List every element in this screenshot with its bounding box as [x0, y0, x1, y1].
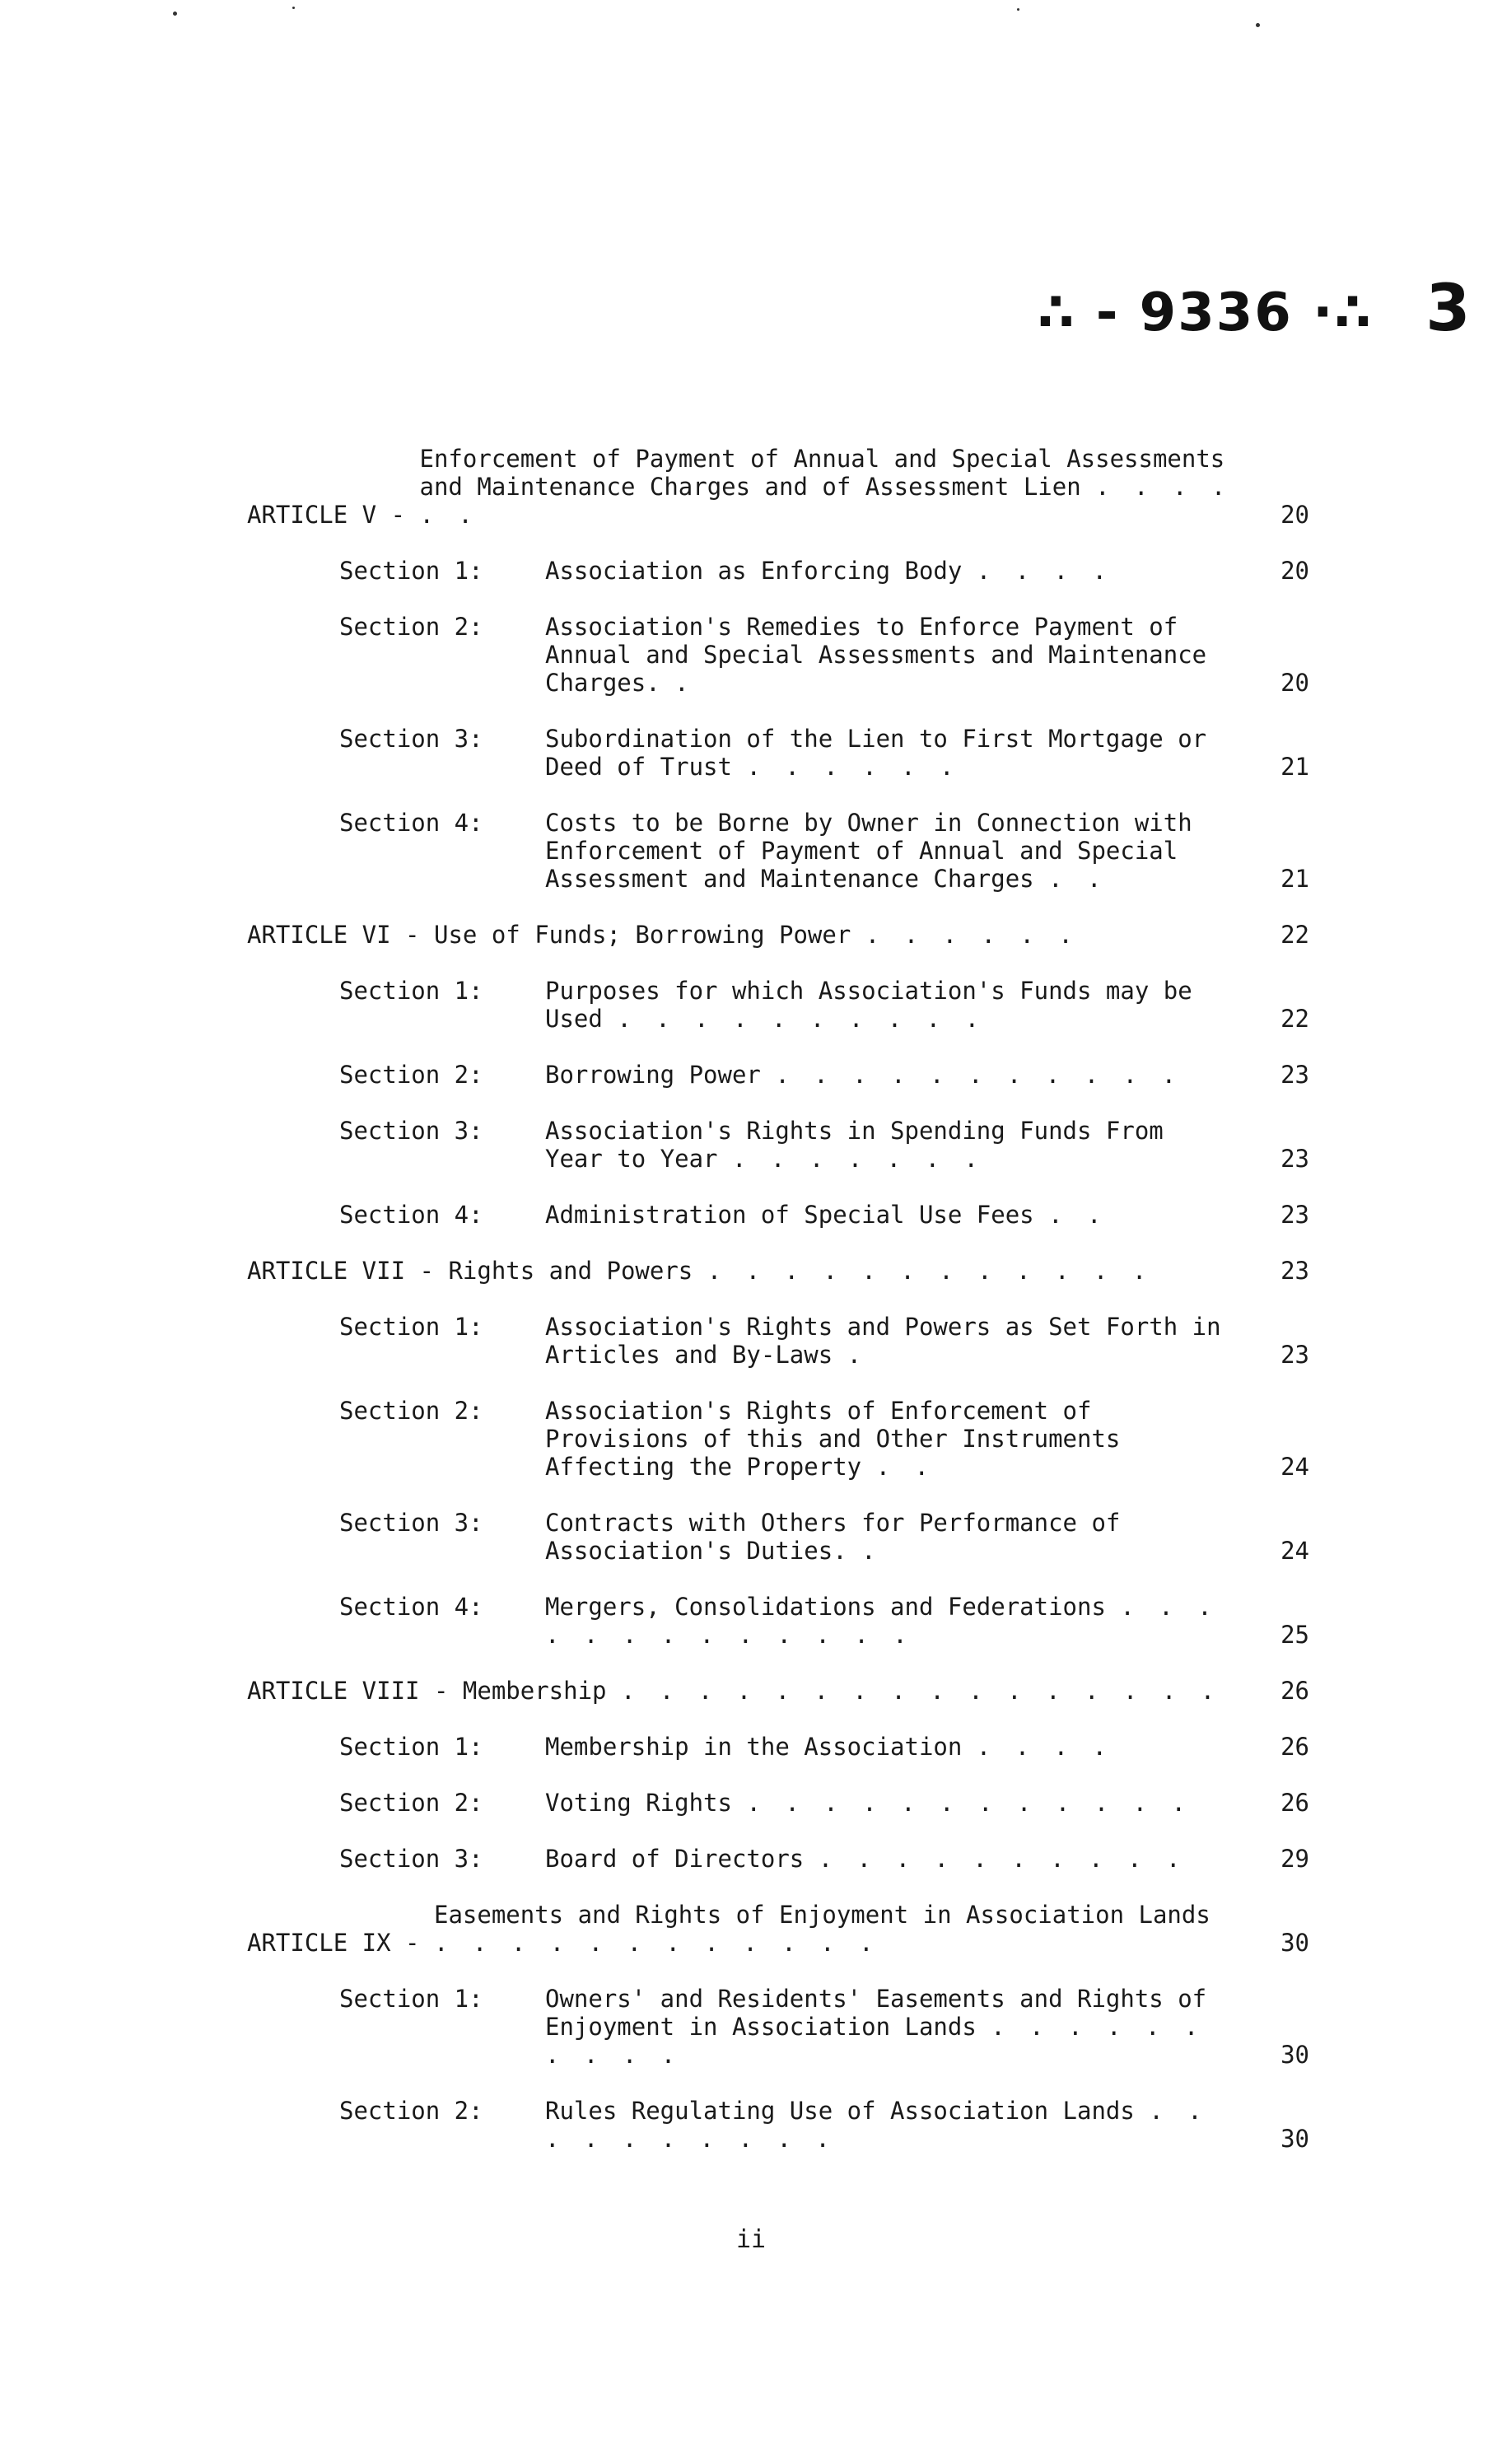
entry-page-number: 30: [1280, 2041, 1309, 2069]
dot-leader: . . . . . .: [746, 753, 959, 781]
section-title: [545, 1509, 1252, 1565]
section-title: [545, 1061, 1252, 1089]
entry-page-number: 22: [1280, 921, 1309, 949]
entry-page-number: 25: [1280, 1621, 1309, 1649]
section-title: [545, 977, 1252, 1033]
toc-section-entry: [339, 725, 1309, 781]
section-title: [545, 1397, 1252, 1481]
dot-leader: . . . . . . .: [731, 1145, 983, 1173]
entry-title-text: Rights and Powers: [448, 1257, 693, 1285]
section-label: Section 4:: [339, 1201, 483, 1229]
dot-leader: . . . . . . . . . . . .: [707, 1257, 1152, 1285]
entry-title-text: Enforcement of Payment of Annual and Special Assessments and Maintenance Charges and of Assessment Lien: [419, 445, 1225, 501]
toc-section-entry: [339, 1733, 1309, 1761]
toc-section-entry: [339, 977, 1309, 1033]
entry-page-number: 23: [1280, 1341, 1309, 1369]
toc-section-entry: [339, 1509, 1309, 1565]
entry-page-number: 26: [1280, 1733, 1309, 1761]
section-title: [545, 613, 1252, 697]
dot-leader: . . . . . . . . . .: [545, 2097, 1207, 2153]
section-label: Section 3:: [339, 1117, 483, 1145]
article-label: ARTICLE IX -: [247, 1929, 434, 1957]
toc-article-entry: [247, 1257, 1309, 1285]
entry-title-text: Association as Enforcing Body: [545, 557, 963, 585]
section-title: [545, 1313, 1252, 1369]
dot-leader: .: [861, 1537, 881, 1565]
section-title: [545, 725, 1252, 781]
entry-page-number: 23: [1280, 1201, 1309, 1229]
section-label: Section 1:: [339, 1733, 483, 1761]
section-label: Section 2:: [339, 1061, 483, 1089]
entry-page-number: 30: [1280, 2125, 1309, 2153]
entry-title-text: Borrowing Power: [545, 1061, 761, 1089]
entry-title-text: Voting Rights: [545, 1789, 732, 1817]
toc-article-entry: [247, 1677, 1309, 1705]
page-footer: [0, 2225, 1502, 2254]
entry-page-number: 23: [1280, 1257, 1309, 1285]
entry-title-text: Mergers, Consolidations and Federations: [545, 1593, 1106, 1621]
entry-title-text: Subordination of the Lien to First Mortgage or Deed of Trust: [545, 725, 1207, 781]
toc-section-entry: [339, 1845, 1309, 1873]
entry-page-number: 24: [1280, 1453, 1309, 1481]
entry-title-text: Costs to be Borne by Owner in Connection with Enforcement of Payment of Annual and Special Assessment and Maintenance Charges: [545, 809, 1192, 893]
section-title: [545, 809, 1252, 893]
entry-title-text: Association's Rights in Spending Funds From Year to Year: [545, 1117, 1164, 1173]
section-title: [545, 2097, 1252, 2153]
dot-leader: . . . .: [976, 1733, 1113, 1761]
article-title: [434, 1901, 1252, 1957]
section-label: Section 3:: [339, 1845, 483, 1873]
section-label: Section 2:: [339, 1397, 483, 1425]
scan-speck: [173, 12, 177, 16]
section-title: [545, 1733, 1252, 1761]
section-label: Section 1:: [339, 1985, 483, 2013]
dot-leader: . . . . . . . . . .: [545, 2013, 1204, 2069]
table-of-contents: [247, 445, 1309, 2181]
section-title: [545, 557, 1252, 585]
dot-leader: .: [847, 1341, 867, 1369]
entry-page-number: 20: [1280, 669, 1309, 697]
section-label: Section 4:: [339, 1593, 483, 1621]
entry-title-text: Easements and Rights of Enjoyment in Association Lands: [433, 1901, 1210, 1929]
toc-section-entry: [339, 1789, 1309, 1817]
section-title: [545, 1845, 1252, 1873]
section-label: Section 2:: [339, 2097, 483, 2125]
page-number: ii: [735, 2225, 767, 2254]
entry-page-number: 24: [1280, 1537, 1309, 1565]
section-label: Section 1:: [339, 557, 483, 585]
entry-page-number: 20: [1280, 557, 1309, 585]
toc-section-entry: [339, 1201, 1309, 1229]
toc-section-entry: [339, 557, 1309, 585]
article-title: [434, 921, 1252, 949]
section-label: Section 2:: [339, 613, 483, 641]
dot-leader: . . . . . . . . . . . .: [746, 1789, 1192, 1817]
entry-page-number: 29: [1280, 1845, 1309, 1873]
dot-leader: . . . . . . . . . . .: [775, 1061, 1182, 1089]
entry-page-number: 21: [1280, 753, 1309, 781]
dot-leader: . . . . . .: [865, 921, 1078, 949]
entry-title-text: Association's Rights of Enforcement of Provisions of this and Other Instruments Affecting the Property: [545, 1397, 1121, 1481]
stamp-number: ∴ - 9336 ·∴: [1038, 282, 1373, 343]
entry-page-number: 30: [1280, 1929, 1309, 1957]
dot-leader: . .: [1048, 1201, 1107, 1229]
toc-article-entry: [247, 445, 1309, 529]
dot-leader: . . . . . .: [419, 473, 1231, 529]
section-title: [545, 1201, 1252, 1229]
toc-section-entry: [339, 1397, 1309, 1481]
entry-title-text: Association's Rights and Powers as Set Forth in Articles and By-Laws: [545, 1313, 1221, 1369]
dot-leader: .: [674, 669, 694, 697]
scan-speck: [1017, 8, 1019, 11]
entry-title-text: Contracts with Others for Performance of Association's Duties.: [545, 1509, 1121, 1565]
document-stamp-number: [1038, 272, 1472, 346]
entry-title-text: Association's Remedies to Enforce Payment of Annual and Special Assessments and Maintenance Charges.: [545, 613, 1207, 697]
entry-page-number: 20: [1280, 501, 1309, 529]
article-label: ARTICLE VI -: [247, 921, 434, 949]
toc-section-entry: [339, 1593, 1309, 1649]
entry-title-text: Administration of Special Use Fees: [545, 1201, 1034, 1229]
article-title: [420, 445, 1252, 529]
toc-section-entry: [339, 613, 1309, 697]
section-label: Section 1:: [339, 977, 483, 1005]
dot-leader: . . . . . . . . . .: [818, 1845, 1186, 1873]
toc-section-entry: [339, 1061, 1309, 1089]
scan-speck: [292, 7, 295, 9]
toc-section-entry: [339, 809, 1309, 893]
section-title: [545, 1789, 1252, 1817]
article-label: ARTICLE VII -: [247, 1257, 449, 1285]
entry-title-text: Board of Directors: [545, 1845, 805, 1873]
entry-page-number: 23: [1280, 1061, 1309, 1089]
entry-page-number: 22: [1280, 1005, 1309, 1033]
dot-leader: . . . . . . . . . . . . . . . .: [620, 1677, 1220, 1705]
dot-leader: . . . . . . . . . .: [617, 1005, 985, 1033]
entry-title-text: Owners' and Residents' Easements and Rights of Enjoyment in Association Lands: [545, 1985, 1207, 2041]
toc-article-entry: [247, 921, 1309, 949]
entry-page-number: 26: [1280, 1789, 1309, 1817]
entry-title-text: Membership in the Association: [545, 1733, 963, 1761]
dot-leader: . . . . . . . . . . . . .: [545, 1593, 1217, 1649]
section-label: Section 3:: [339, 1509, 483, 1537]
toc-section-entry: [339, 2097, 1309, 2153]
dot-leader: . .: [875, 1453, 934, 1481]
section-title: [545, 1593, 1252, 1649]
toc-section-entry: [339, 1985, 1309, 2069]
article-title: [448, 1257, 1252, 1285]
entry-title-text: Use of Funds; Borrowing Power: [433, 921, 851, 949]
article-label: ARTICLE VIII -: [247, 1677, 463, 1705]
scan-speck: [1256, 23, 1260, 27]
dot-leader: . . . . . . . . . . . .: [433, 1929, 879, 1957]
section-title: [545, 1117, 1252, 1173]
entry-page-number: 23: [1280, 1145, 1309, 1173]
toc-article-entry: [247, 1901, 1309, 1957]
entry-title-text: Purposes for which Association's Funds may be Used: [545, 977, 1192, 1033]
entry-page-number: 21: [1280, 865, 1309, 893]
entry-page-number: 26: [1280, 1677, 1309, 1705]
section-title: [545, 1985, 1252, 2069]
dot-leader: . . . .: [976, 557, 1113, 585]
section-label: Section 1:: [339, 1313, 483, 1341]
section-label: Section 4:: [339, 809, 483, 837]
section-label: Section 2:: [339, 1789, 483, 1817]
section-label: Section 3:: [339, 725, 483, 753]
toc-section-entry: [339, 1313, 1309, 1369]
article-title: [463, 1677, 1252, 1705]
article-label: ARTICLE V -: [247, 501, 420, 529]
stamp-page-digit: 3: [1425, 272, 1472, 346]
entry-title-text: Rules Regulating Use of Association Lands: [545, 2097, 1135, 2125]
toc-section-entry: [339, 1117, 1309, 1173]
dot-leader: . .: [1048, 865, 1107, 893]
entry-title-text: Membership: [462, 1677, 607, 1705]
